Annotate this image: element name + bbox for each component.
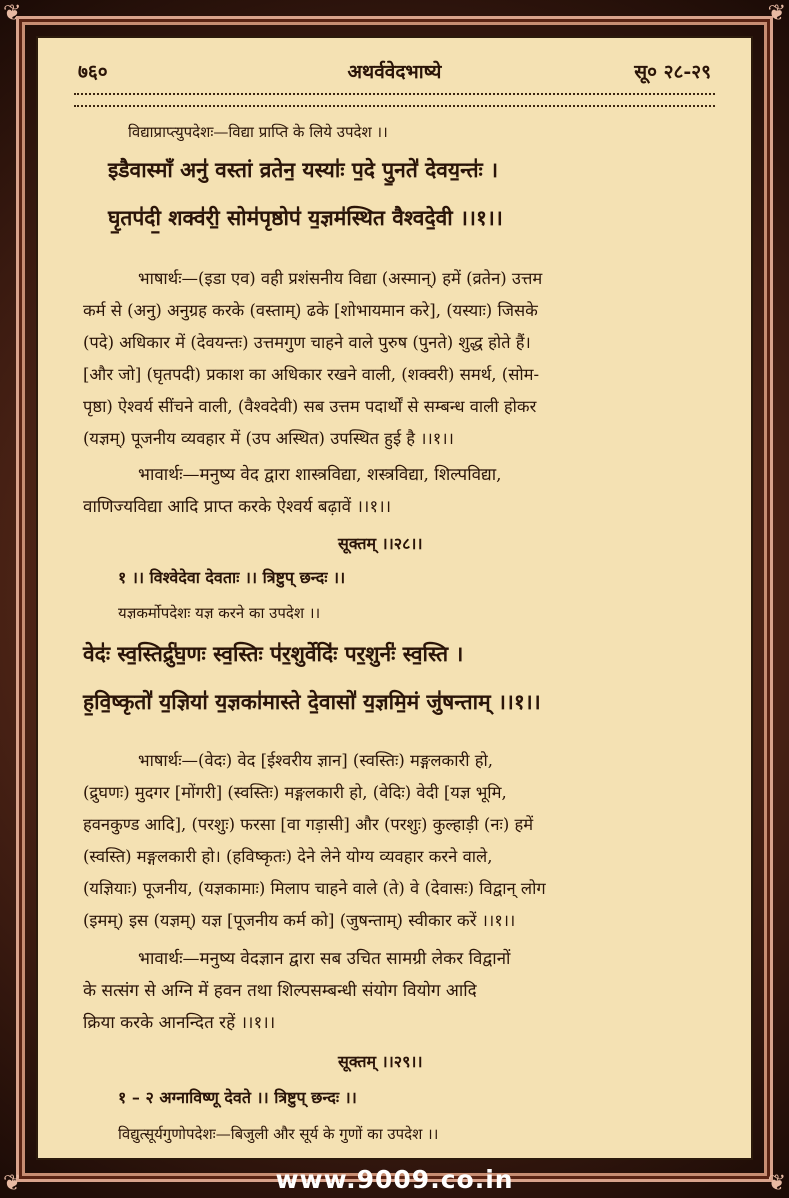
corner-ornament-icon: ❦ xyxy=(3,1171,22,1196)
bhavartha-line: क्रिया करके आनन्दित रहें ।।१।। xyxy=(83,1013,276,1033)
bhasha-line: (इमम्) इस (यज्ञम्) यज्ञ [पूजनीय कर्म को] (जुषन्ताम्) स्वीकार करें ।।१।। xyxy=(83,911,516,930)
bhasha-line: कर्म से (अनु) अनुग्रह करके (वस्ताम्) ढके [शोभायमान करे], (यस्याः) जिसके xyxy=(83,301,538,320)
bhasha-line: (द्रुघणः) मुदगर [मोंगरी] (स्वस्तिः) मङ्गलकारी हो, (वेदिः) वेदी [यज्ञ भूमि, xyxy=(83,783,507,802)
verse-line: घृ॒तप॑दी॒ शक्व॑री॒ सोम॑पृष्ठोप॑ य॒ज्ञम॑स्थित वैश्वदे॒वी ।।१।। xyxy=(108,205,503,230)
website-footer: www.9009.co.in xyxy=(275,1165,514,1194)
bhavartha-line: के सत्संग से अग्नि में हवन तथा शिल्पसम्बन्धी संयोग वियोग आदि xyxy=(83,981,477,1001)
bhasha-line: (यज्ञम्) पूजनीय व्यवहार में (उप अस्थित) उपस्थित हुई है ।।१।। xyxy=(83,429,454,448)
bhavartha-line: भावार्थः—मनुष्य वेदज्ञान द्वारा सब उचित सामग्री लेकर विद्वानों xyxy=(138,949,511,969)
sukta-reference: सू० २८-२९ xyxy=(634,61,711,83)
corner-ornament-icon: ❦ xyxy=(3,1,22,26)
bhasha-line: (स्वस्ति) मङ्गलकारी हो। (हविष्कृतः) देने लेने योग्य व्यवहार करने वाले, xyxy=(83,847,493,866)
topic-line: विद्युत्सूर्यगुणोपदेशः—बिजुली और सूर्य के गुणों का उपदेश ।। xyxy=(118,1125,439,1143)
devata-line: १ – २ अग्नाविष्णू देवते ।। त्रिष्टुप् छन्दः ।। xyxy=(118,1088,357,1107)
sukta-title: सूक्तम् ।।२९।। xyxy=(338,1052,423,1071)
bhasha-line: [और जो] (घृतपदी) प्रकाश का अधिकार रखने वाली, (शक्वरी) समर्थ, (सोम- xyxy=(83,365,540,384)
verse-line: इडैवास्माँ अनु॑ वस्तां व्रतेन॒ यस्याः॑ प॒दे पु॒नते॑ देवय॒न्तः॑ । xyxy=(108,157,499,182)
bhavartha-line: भावार्थः—मनुष्य वेद द्वारा शास्त्रविद्या, शस्त्रविद्या, शिल्पविद्या, xyxy=(138,465,502,485)
scripture-page xyxy=(36,36,753,1160)
verse-line: वेदः॑ स्व॒स्तिर्द्रु॑घ॒णः स्व॒स्तिः प॑र॒शुर्वेदिः॑ पर॒शुर्नः॑ स्व॒स्ति । xyxy=(83,641,464,666)
bhasha-line: (पदे) अधिकार में (देवयन्तः) उत्तमगुण चाहने वाले पुरुष (पुनते) शुद्ध होते हैं। xyxy=(83,333,531,352)
book-title: अथर्ववेदभाष्ये xyxy=(347,61,442,83)
bhasha-line: हवनकुण्ड आदि], (परशुः) फरसा [वा गड़ासी] और (परशुः) कुल्हाड़ी (नः) हमें xyxy=(83,815,534,834)
corner-ornament-icon: ❦ xyxy=(767,1,786,26)
bhasha-line: (यज्ञियाः) पूजनीय, (यज्ञकामाः) मिलाप चाहने वाले (ते) वे (देवासः) विद्वान् लोग xyxy=(83,879,546,898)
bhasha-line: भाषार्थः—(वेदः) वेद [ईश्वरीय ज्ञान] (स्वस्तिः) मङ्गलकारी हो, xyxy=(138,751,494,770)
page-header xyxy=(78,58,711,86)
page-number: ७६० xyxy=(78,61,108,83)
bhasha-line: भाषार्थः—(इडा एव) वही प्रशंसनीय विद्या (अस्मान्) हमें (व्रतेन) उत्तम xyxy=(138,269,543,288)
corner-ornament-icon: ❦ xyxy=(767,1171,786,1196)
sukta-title: सूक्तम् ।।२८।। xyxy=(338,534,423,553)
bhavartha-line: वाणिज्यविद्या आदि प्राप्त करके ऐश्वर्य बढ़ावें ।।१।। xyxy=(83,497,392,517)
topic-line: यज्ञकर्मोपदेशः यज्ञ करने का उपदेश ।। xyxy=(118,604,321,622)
verse-line: ह॒वि॒ष्कृतो॑ य॒ज्ञिया॑ य॒ज्ञका॑मास्ते दे॒वासो॑ य॒ज्ञमि॒मं जु॑षन्ताम् ।।१।। xyxy=(83,689,541,714)
header-divider xyxy=(74,93,715,107)
devata-line: १ ।। विश्वेदेवा देवताः ।। त्रिष्टुप् छन्दः ।। xyxy=(118,568,346,587)
bhasha-line: पृष्ठा) ऐश्वर्य सींचने वाली, (वैश्वदेवी) सब उत्तम पदार्थों से सम्बन्ध वाली होकर xyxy=(83,397,537,416)
topic-line: विद्याप्राप्त्युपदेशः—विद्या प्राप्ति के लिये उपदेश ।। xyxy=(128,123,388,141)
